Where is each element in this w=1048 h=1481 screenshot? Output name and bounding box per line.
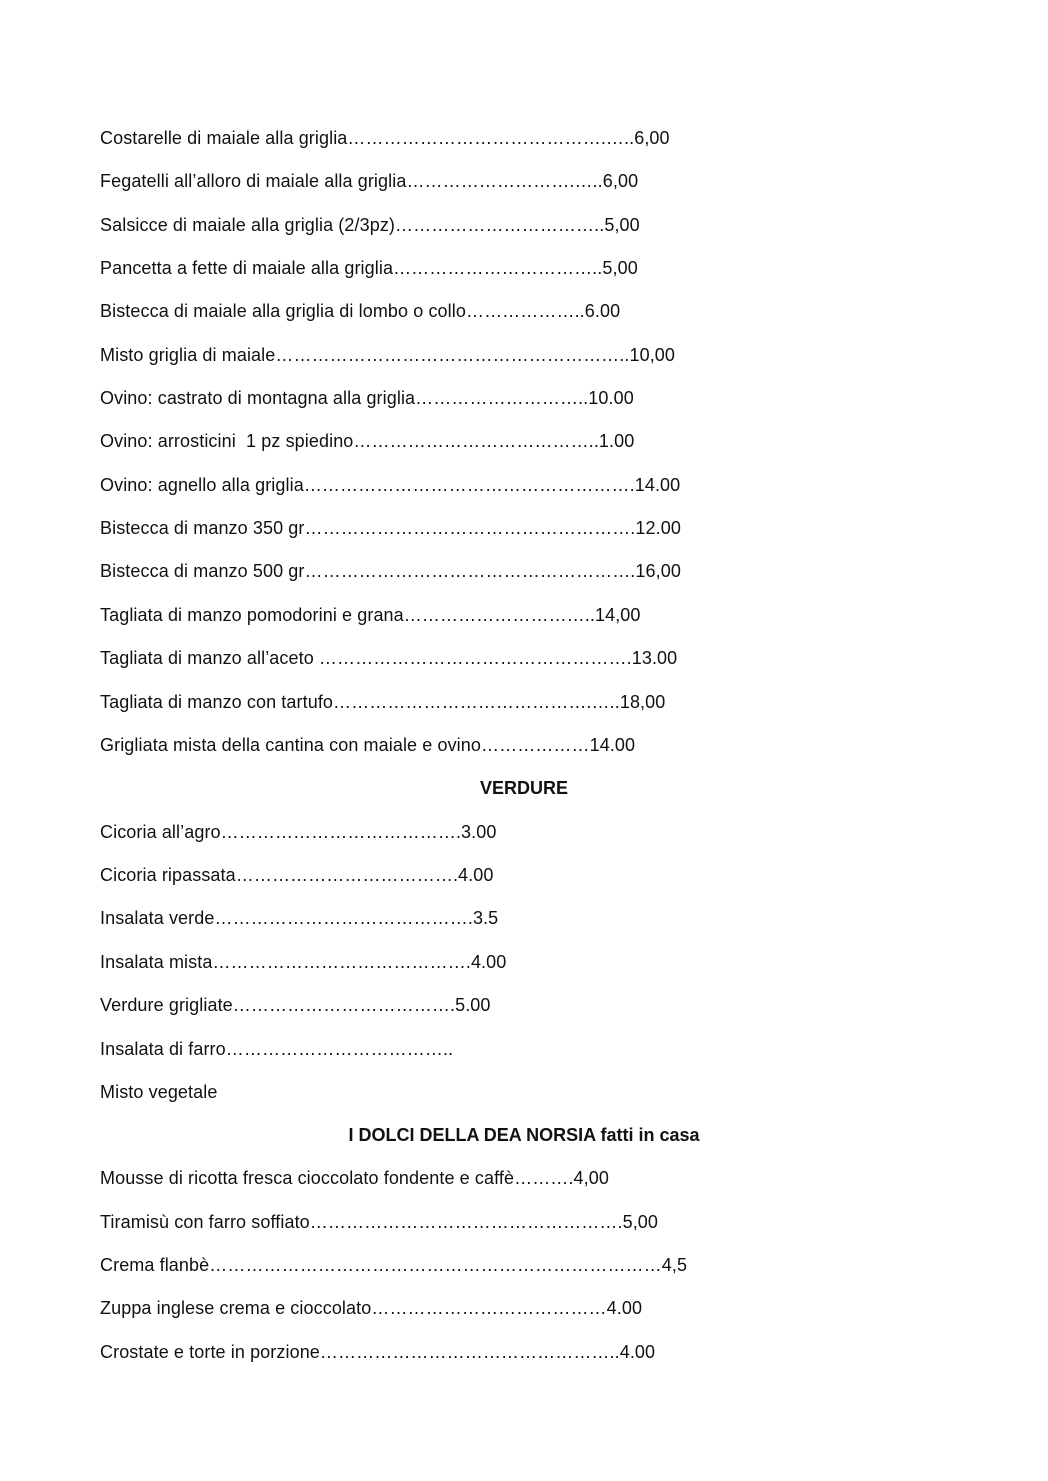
menu-item: Ovino: arrosticini 1 pz spiedino…………………………………..1.00 <box>100 431 635 451</box>
menu-item: Tagliata di manzo pomodorini e grana…………………………..14,00 <box>100 605 641 625</box>
menu-item: Misto vegetale <box>100 1082 218 1102</box>
menu-item: Salsicce di maiale alla griglia (2/3pz)……………………………..5,00 <box>100 215 640 235</box>
menu-item: Crostate e torte in porzione…………………………………………..4.00 <box>100 1342 656 1362</box>
section-title-dolci: I DOLCI DELLA DEA NORSIA fatti in casa <box>348 1125 700 1145</box>
menu-item: Bistecca di maiale alla griglia di lombo o collo………………..6.00 <box>100 301 621 321</box>
menu-item: Tagliata di manzo all’aceto …………………………………………….13.00 <box>100 648 678 668</box>
menu-item: Ovino: castrato di montagna alla griglia………………………..10.00 <box>100 388 634 408</box>
menu-item: Cicoria all’agro………………………………….3.00 <box>100 822 497 842</box>
menu-item: Insalata verde…………………………………….3.5 <box>100 908 499 928</box>
menu-item: Tagliata di manzo con tartufo…………………………………….…..18,00 <box>100 692 666 712</box>
menu-item: Bistecca di manzo 500 gr……………………………………………….16,00 <box>100 561 681 581</box>
menu-item: Zuppa inglese crema e cioccolato…………………………………4.00 <box>100 1298 643 1318</box>
menu-item: Crema flanbè…………………………………………………………………4,5 <box>100 1255 688 1275</box>
menu-item: Mousse di ricotta fresca cioccolato fondente e caffè……….4,00 <box>100 1168 609 1188</box>
menu-item: Grigliata mista della cantina con maiale e ovino………………14.00 <box>100 735 636 755</box>
menu-item: Misto griglia di maiale…………………………………………………..10,00 <box>100 345 676 365</box>
menu-item: Insalata di farro……………………………….. <box>100 1039 454 1059</box>
menu-item: Ovino: agnello alla griglia……………………………………………….14.00 <box>100 475 681 495</box>
menu-item: Fegatelli all’alloro di maiale alla griglia……………………….…..6,00 <box>100 171 639 191</box>
menu-item: Cicoria ripassata……………………………….4.00 <box>100 865 494 885</box>
section-title-verdure: VERDURE <box>479 778 568 798</box>
menu-item: Bistecca di manzo 350 gr……………………………………………….12.00 <box>100 518 681 538</box>
menu-item: Pancetta a fette di maiale alla griglia……………………………..5,00 <box>100 258 638 278</box>
menu-item: Verdure grigliate……………………………….5.00 <box>100 995 491 1015</box>
menu-item: Insalata mista…………………………………….4.00 <box>100 952 507 972</box>
menu-item: Tiramisù con farro soffiato…………………………………………….5,00 <box>100 1212 659 1232</box>
menu-item: Costarelle di maiale alla griglia…………………………………….…..6,00 <box>100 128 670 148</box>
